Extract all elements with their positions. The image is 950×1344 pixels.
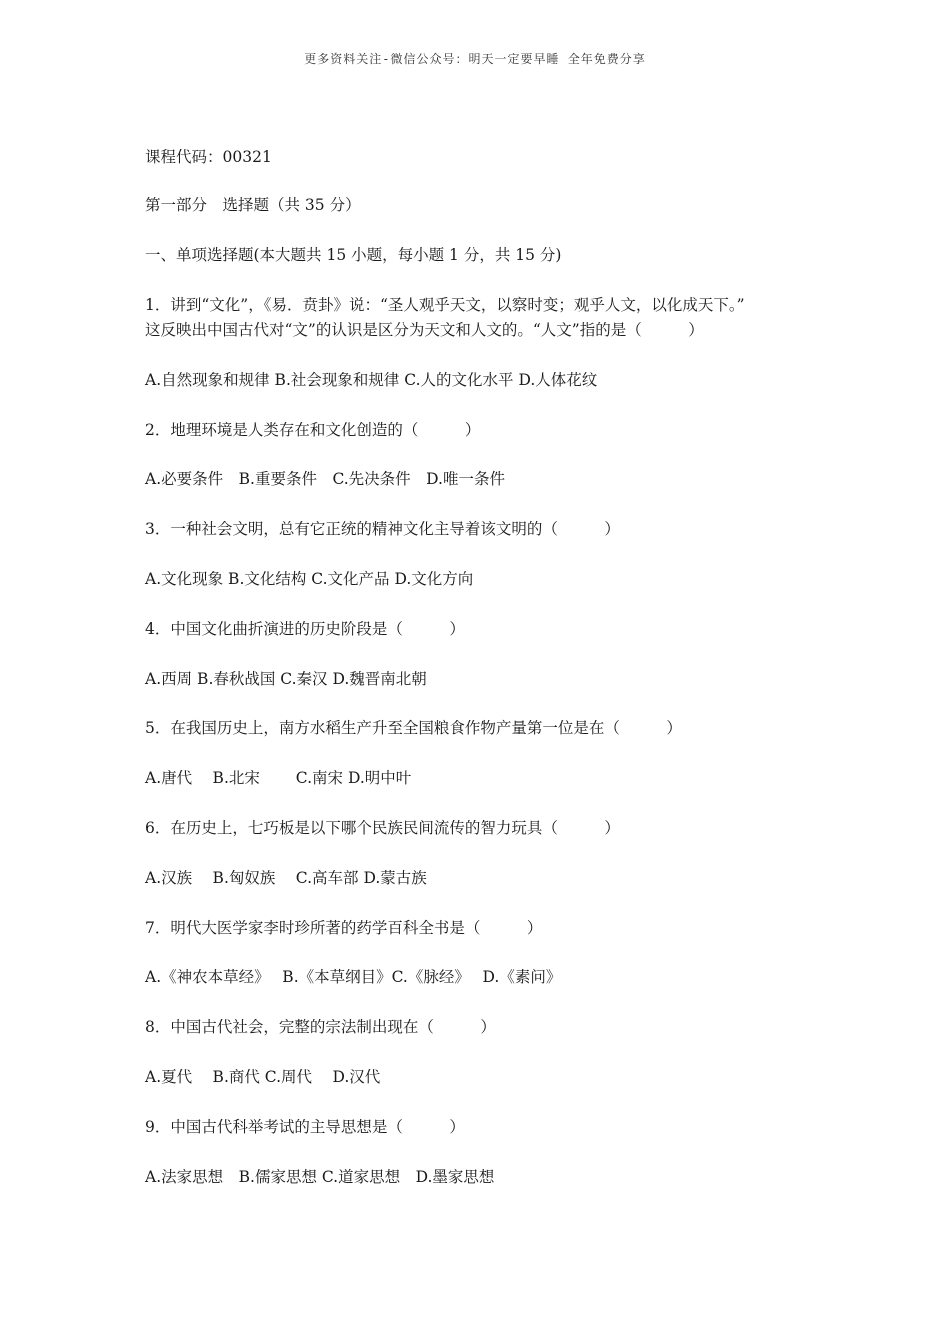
part-title: 第一部分 选择题（共 35 分） <box>145 196 361 214</box>
question-6-options: A.汉族 B.匈奴族 C.高车部 D.蒙古族 <box>145 869 427 887</box>
question-2-stem: 2．地理环境是人类存在和文化创造的（ ） <box>145 421 481 439</box>
question-3-stem: 3．一种社会文明，总有它正统的精神文化主导着该文明的（ ） <box>145 520 620 538</box>
question-1-options: A.自然现象和规律 B.社会现象和规律 C.人的文化水平 D.人体花纹 <box>145 371 598 389</box>
question-7-options: A.《神农本草经》 B.《本草纲目》C.《脉经》 D.《素问》 <box>145 968 562 986</box>
course-code: 课程代码：00321 <box>145 148 272 166</box>
question-9-options: A.法家思想 B.儒家思想 C.道家思想 D.墨家思想 <box>145 1168 495 1186</box>
question-9-stem: 9．中国古代科举考试的主导思想是（ ） <box>145 1118 465 1136</box>
question-1-stem-line-1: 1．讲到“文化”，《易．贲卦》说：“圣人观乎天文，以察时变；观乎人文，以化成天下。” <box>145 296 745 314</box>
section-title: 一、单项选择题(本大题共 15 小题，每小题 1 分，共 15 分) <box>145 246 562 264</box>
question-8-stem: 8．中国古代社会，完整的宗法制出现在（ ） <box>145 1018 496 1036</box>
question-1-stem-line-2: 这反映出中国古代对“文”的认识是区分为天文和人文的。“人文”指的是（ ） <box>145 321 704 339</box>
question-2-options: A.必要条件 B.重要条件 C.先决条件 D.唯一条件 <box>145 470 505 488</box>
page-header: 更多资料关注-微信公众号：明天一定要早睡 全年免费分享 <box>304 52 646 66</box>
question-6-stem: 6．在历史上，七巧板是以下哪个民族民间流传的智力玩具（ ） <box>145 819 620 837</box>
question-7-stem: 7．明代大医学家李时珍所著的药学百科全书是（ ） <box>145 919 543 937</box>
question-3-options: A.文化现象 B.文化结构 C.文化产品 D.文化方向 <box>145 570 474 588</box>
question-8-options: A.夏代 B.商代 C.周代 D.汉代 <box>145 1068 381 1086</box>
question-4-options: A.西周 B.春秋战国 C.秦汉 D.魏晋南北朝 <box>145 670 427 688</box>
question-5-stem: 5．在我国历史上，南方水稻生产升至全国粮食作物产量第一位是在（ ） <box>145 719 682 737</box>
question-5-options: A.唐代 B.北宋 C.南宋 D.明中叶 <box>145 769 412 787</box>
question-4-stem: 4．中国文化曲折演进的历史阶段是（ ） <box>145 620 465 638</box>
